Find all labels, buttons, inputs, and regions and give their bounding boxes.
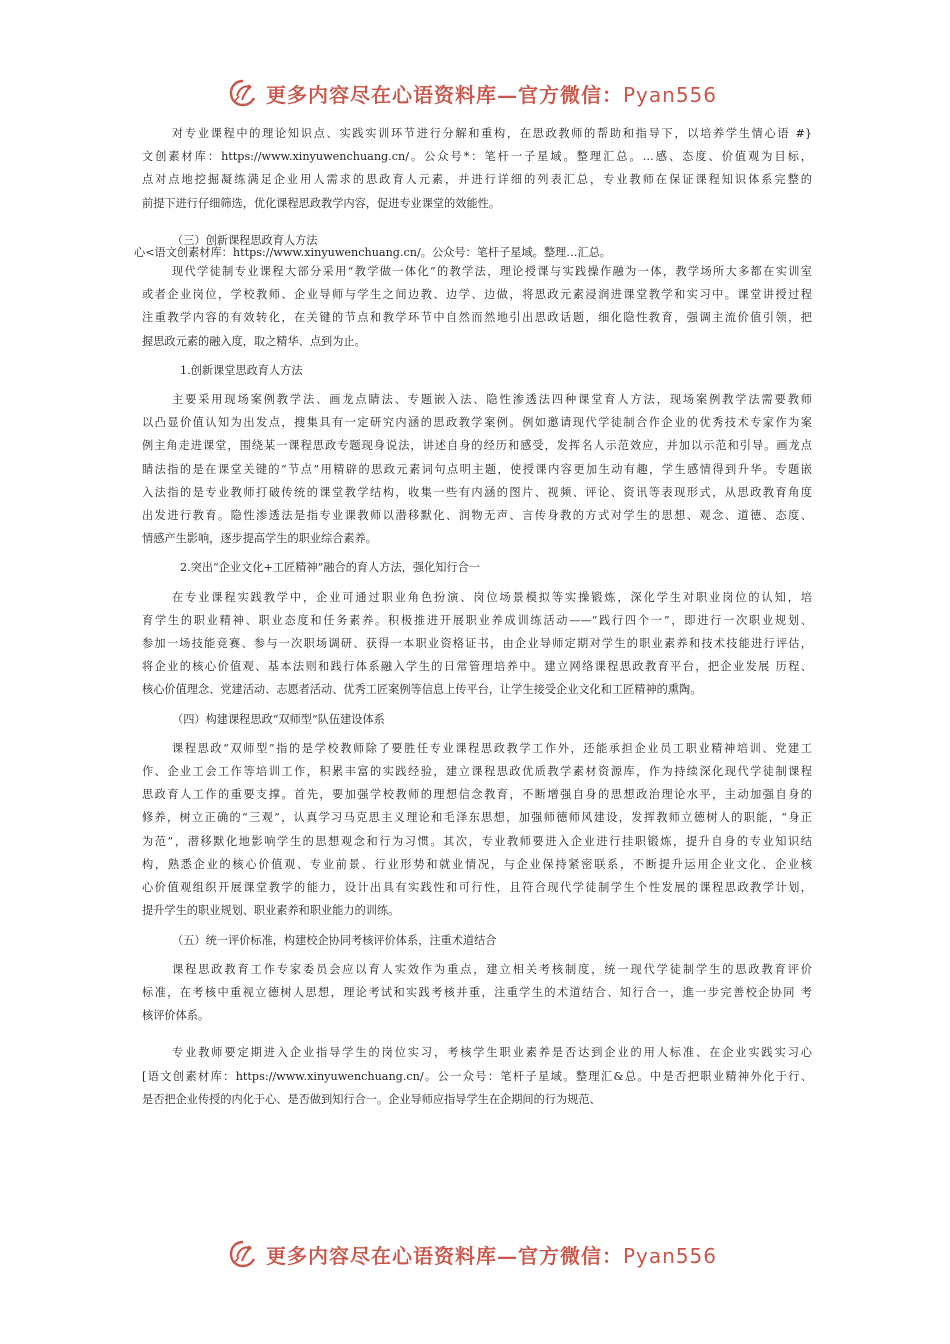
text-line: 为范”，潜移默化地影响学生的思想观念和行为习惯。其次，专业教师要进入企业进行挂职锻炼，提升自身的专业知识结 <box>142 834 812 848</box>
text-line: 修养，树立正确的“三观”，认真学习马克思主义理论和毛泽东思想，加强师德师风建设，发挥教师立德树人的职能，“身正 <box>142 811 812 825</box>
text-line: 例主角走进课堂，围绕某一课程思政专题现身说法，讲述自身的经历和感受，发挥名人示范效应，并加以示范和引导。画龙点 <box>142 439 812 453</box>
watermark-line: 心<语文创素材库：https://www.xinyuwenchuang.cn/。公众号：笔杆子星域。整理…汇总。 <box>134 246 611 260</box>
text-line: 课程思政“双师型”指的是学校教师除了要胜任专业课程思政教学工作外，还能承担企业员工职业精神培训、党建工 <box>172 741 812 755</box>
text-line: 睛法指的是在课堂关键的“节点”用精辟的思政元素词句点明主题，使授课内容更加生动有趣，学生感情得到升华。专题嵌 <box>142 462 812 476</box>
text-line: 点对点地挖掘凝练满足企业用人需求的思政育人元素，并进行详细的列表汇总，专业教师在保证课程知识体系完整的 <box>142 173 812 187</box>
text-line: 以凸显价值认知为出发点，搜集具有一定研究内涵的思政教学案例。例如邀请现代学徒制合作企业的优秀技术专家作为案 <box>142 416 812 430</box>
text-line: 出发进行教育。隐性渗透法是指专业课教师以潜移默化、润物无声、言传身教的方式对学生的思想、观念、道德、态度、 <box>142 509 812 523</box>
document-body <box>134 122 812 1111</box>
text-line: 情感产生影响，逐步提高学生的职业综合素养。 <box>142 532 377 546</box>
paragraph <box>142 737 812 923</box>
wechat-id: Pyan556 <box>623 1243 718 1268</box>
text-line: 育学生的职业精神、职业态度和任务素养。积极推进开展职业养成训练活动——“践行四个一”，即进行一次职业规划、 <box>142 613 812 627</box>
paragraph <box>142 1041 812 1111</box>
footer-banner <box>228 1237 728 1271</box>
text-line: 对专业课程中的理论知识点、实践实训环节进行分解和重构，在思政教师的帮助和指导下，以培养学生情心语 #} <box>172 127 812 140</box>
brand-logo-icon <box>228 1239 258 1269</box>
text-line: 思政育人工作的重要支撑。首先，要加强学校教师的理想信念教育，不断增强自身的思想政治理论水平，主动加强自身的 <box>142 788 812 802</box>
brand-logo-icon <box>228 78 258 108</box>
text-line: 或者企业岗位，学校教师、企业导师与学生之间边教、边学、边做，将思政元素浸润进课堂教学和实习中。课堂讲授过程 <box>142 288 812 302</box>
section-heading: （四）构建课程思政“双师型”队伍建设体系 <box>172 712 385 726</box>
text-line: 标准，在考核中重视立德树人思想，理论考试和实践考核并重，注重学生的术道结合、知行合一，進一步完善校企协同 考 <box>142 985 812 999</box>
section-heading: （五）统一评价标准，构建校企协同考核评价体系，注重术道结合 <box>172 933 497 947</box>
banner-text: 更多内容尽在心语资料库—官方微信：Pyan556 <box>266 82 718 107</box>
text-line: 是否把企业传授的内化于心、是否做到知行合一。企业导师应指导学生在企期间的行为规范、 <box>142 1092 601 1106</box>
paragraph <box>142 586 812 702</box>
text-line: [语文创素材库：https://www.xinyuwenchuang.cn/。公一众号：笔杆子星域。整理汇&总。中是否把职业精神外化于行、 <box>142 1069 812 1083</box>
banner-text: 更多内容尽在心语资料库—官方微信：Pyan556 <box>266 1243 718 1268</box>
subsection-heading: 1.创新课堂思政育人方法 <box>180 363 303 377</box>
text-line: 前提下进行仔细筛选，优化课程思政教学内容，促进专业课堂的效能性。 <box>142 196 501 210</box>
paragraph <box>142 388 812 550</box>
paragraph <box>142 958 812 1028</box>
text-line: 在专业课程实践教学中，企业可通过职业角色扮演、岗位场景模拟等实操锻炼，深化学生对职业岗位的认知，培 <box>172 590 812 604</box>
paragraph <box>142 122 812 215</box>
text-line: 将企业的核心价值观、基本法则和践行体系融入学生的日常管理培养中。建立网络课程思政教育平台，把企业发展 历程、 <box>142 660 812 674</box>
text-line: 课程思政教育工作专家委员会应以育人实效作为重点，建立相关考核制度，统一现代学徒制学生的思政教育评价 <box>172 962 812 976</box>
text-line: 文创素材库：https://www.xinyuwenchuang.cn/。公众号*：笔杆一子星域。整理汇总。…感、态度、价值观为目标， <box>142 150 812 164</box>
wechat-id: Pyan556 <box>623 82 718 107</box>
text-line: 注重教学内容的有效转化，在关键的节点和教学环节中自然而然地引出思政话题，细化隐性教育，强调主流价值引领，把 <box>142 311 812 325</box>
text-line: 现代学徒制专业课程大部分采用“教学做一体化”的教学法，理论授课与实践操作融为一体，教学场所大多都在实训室 <box>172 265 812 279</box>
text-line: 提升学生的职业规划、职业素养和职业能力的训练。 <box>142 904 400 918</box>
text-line: 主要采用现场案例教学法、画龙点睛法、专题嵌入法、隐性渗透法四种课堂育人方法，现场案例教学法需要教师 <box>172 393 812 407</box>
subsection-heading: 2.突出“企业文化+工匠精神”融合的育人方法，强化知行合一 <box>180 561 480 575</box>
text-line: 握思政元素的融入度，取之精华、点到为止。 <box>142 334 366 348</box>
section-heading: （三）创新课程思政育人方法 <box>172 233 318 247</box>
text-line: 入法指的是专业教师打破传统的课堂教学结构，收集一些有内涵的图片、视频、评论、资讯等表现形式，从思政教育角度 <box>142 485 812 499</box>
text-line: 作、企业工会工作等培训工作，积累丰富的实践经验，建立课程思政优质教学素材资源库，作为持续深化现代学徒制课程 <box>142 765 812 779</box>
text-line: 专业教师要定期进入企业指导学生的岗位实习，考核学生职业素养是否达到企业的用人标准、在企业实践实习心 <box>172 1046 812 1060</box>
paragraph <box>142 260 812 353</box>
text-line: 构，熟悉企业的核心价值观、专业前景、行业形势和就业情况，与企业保持紧密联系，不断提升运用企业文化、企业核 <box>142 857 812 871</box>
text-line: 核评价体系。 <box>142 1009 210 1023</box>
text-line: 心价值观组织开展课堂教学的能力，设计出具有实践性和可行性，且符合现代学徒制学生个性发展的课程思政教学计划， <box>142 881 812 895</box>
header-banner <box>228 76 728 110</box>
text-line: 参加一场技能竞赛、参与一次职场调研、获得一本职业资格证书，由企业导师定期对学生的职业素养和技术技能进行评估， <box>142 637 812 651</box>
text-line: 核心价值理念、党建活动、志愿者活动、优秀工匠案例等信息上传平台，让学生接受企业文化和工匠精神的熏陶。 <box>142 683 702 697</box>
